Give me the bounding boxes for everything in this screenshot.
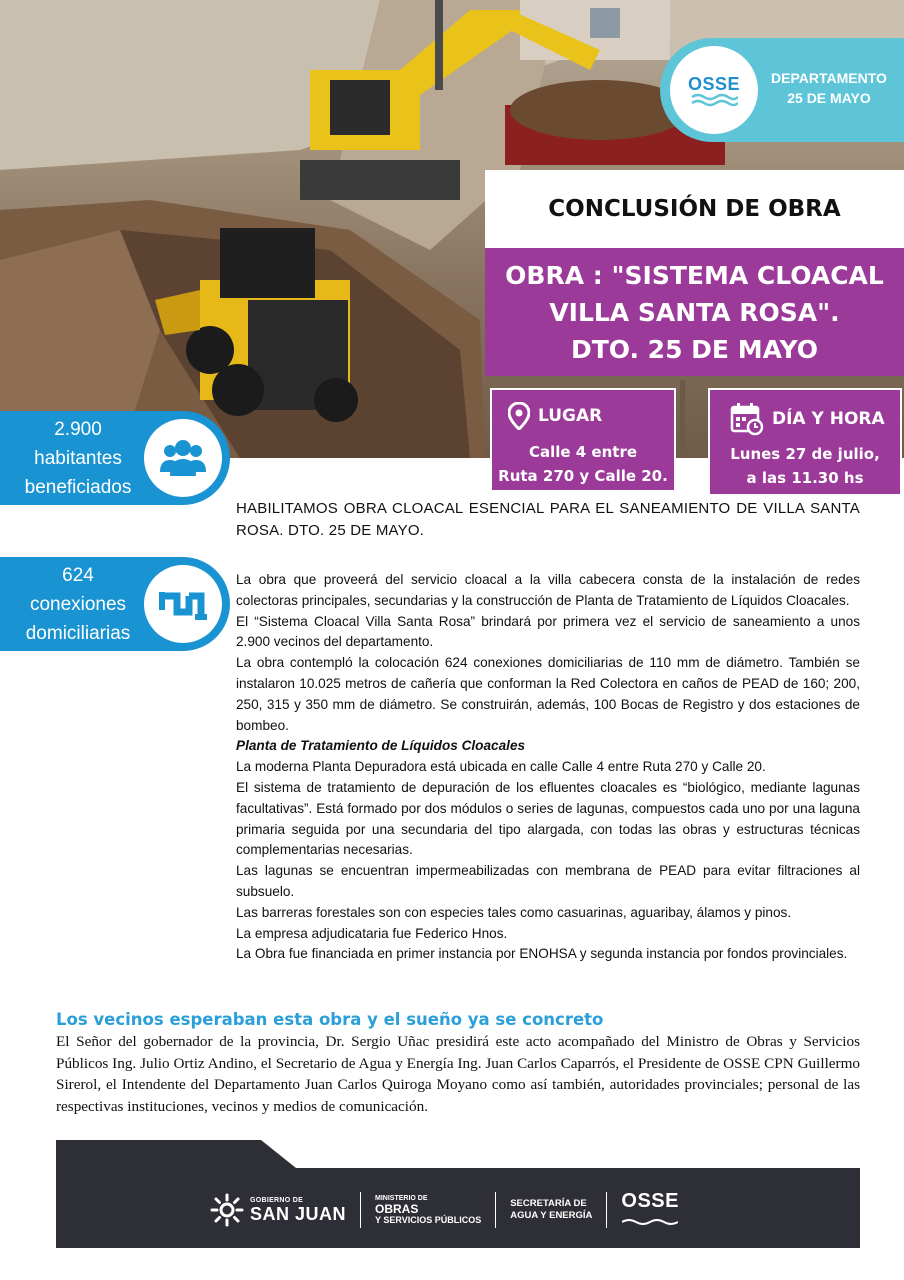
osse-footer-logo bbox=[607, 1190, 693, 1231]
stat-conexiones-line-2: conexiones bbox=[29, 594, 127, 615]
stat-conexiones-line-3: domiciliarias bbox=[25, 623, 131, 644]
department-label bbox=[762, 68, 896, 108]
lugar-box bbox=[490, 388, 676, 492]
department-line-2: 25 DE MAYO bbox=[787, 90, 871, 106]
stat-conexiones bbox=[0, 557, 230, 651]
headline: HABILITAMOS OBRA CLOACAL ESENCIAL PARA EL SANEAMIENTO DE VILLA SANTA ROSA. DTO. 25 DE MAYO. bbox=[236, 500, 860, 539]
stat-habitantes bbox=[0, 411, 230, 505]
obra-title-line-3: DTO. 25 DE MAYO bbox=[570, 334, 819, 364]
dia-hora-line-1: Lunes 27 de julio, bbox=[730, 445, 880, 463]
stat-habitantes-line-3: beneficiados bbox=[24, 477, 132, 498]
obra-title-box bbox=[485, 248, 904, 376]
paragraph: La obra que proveerá del servicio cloacal a la villa cabecera consta de la instalación de redes colectoras principales, secundarias y la construcción de Planta de Tratamiento de Líquidos Cloacales. bbox=[236, 572, 860, 608]
stat-habitantes-value: 2.900 bbox=[54, 419, 102, 440]
body-text bbox=[236, 570, 860, 965]
osse-footer-text: OSSE bbox=[621, 1189, 679, 1212]
ministerio-small-text: MINISTERIO DE bbox=[375, 1195, 428, 1202]
water-wave-icon bbox=[622, 1218, 678, 1226]
paragraph: El “Sistema Cloacal Villa Santa Rosa” brindará por primera vez el servicio de saneamiento a unos 2.900 vecinos del departamento. bbox=[236, 613, 860, 650]
footer-logos-bar bbox=[56, 1140, 860, 1248]
stat-habitantes-line-2: habitantes bbox=[34, 448, 122, 469]
dia-hora-value bbox=[710, 442, 900, 490]
pipe-icon bbox=[144, 565, 222, 643]
secretaria-line-2: AGUA Y ENERGÍA bbox=[510, 1210, 593, 1221]
paragraph: La obra contempló la colocación 624 conexiones domiciliarias de 110 mm de diámetro. También se instalaron 10.025 metros de cañería que conforman la Red Colectora en caños de PEAD de 160; 200, 250, 315 y 350 mm de diámetro. Se construirán, además, 100 Bocas de Registro y dos estaciones de bombeo. bbox=[236, 655, 860, 733]
gobierno-big-text: SAN JUAN bbox=[250, 1204, 347, 1224]
footer-logos bbox=[196, 1190, 693, 1230]
ministerio-mid-text: OBRAS bbox=[375, 1202, 419, 1216]
paragraph: La moderna Planta Depuradora está ubicada en calle Calle 4 entre Ruta 270 y Calle 20. bbox=[236, 759, 766, 775]
obra-title-line-2: VILLA SANTA ROSA". bbox=[549, 297, 840, 327]
department-line-1: DEPARTAMENTO bbox=[771, 70, 887, 86]
stat-conexiones-text bbox=[6, 561, 150, 648]
paragraph: Las lagunas se encuentran impermeabilizadas con membrana de PEAD para evitar filtraciones al subsuelo. bbox=[236, 863, 860, 899]
conclusion-title-box bbox=[485, 170, 904, 248]
secretaria-logo bbox=[496, 1198, 606, 1222]
dia-hora-box bbox=[708, 388, 902, 496]
dia-hora-heading bbox=[730, 402, 885, 436]
osse-logo bbox=[670, 46, 758, 134]
lugar-heading bbox=[508, 402, 602, 430]
obra-title-line-1: OBRA : "SISTEMA CLOACAL bbox=[505, 260, 884, 290]
paragraph: Las barreras forestales son con especies tales como casuarinas, aguaribay, álamos y pinos. bbox=[236, 904, 792, 920]
water-wave-icon bbox=[690, 93, 738, 107]
stat-conexiones-value: 624 bbox=[62, 565, 94, 586]
gobierno-small-text: GOBIERNO DE bbox=[250, 1197, 304, 1204]
location-pin-icon bbox=[508, 402, 530, 430]
section-subheading: Planta de Tratamiento de Líquidos Cloacales bbox=[236, 738, 526, 754]
osse-department-badge bbox=[660, 38, 904, 142]
sun-emblem-icon bbox=[210, 1193, 244, 1227]
paragraph: El sistema de tratamiento de depuración de los efluentes cloacales es “biológico, mediante lagunas facultativas”. Está formado por dos módulos o series de lagunas, compuestos cada uno por una laguna primaria seguida por una secundaria del tipo alargada, con todas las obras y estructuras técnicas complementarias necesarias. bbox=[236, 779, 860, 858]
calendar-icon bbox=[730, 402, 764, 436]
dia-hora-line-2: a las 11.30 hs bbox=[746, 469, 864, 487]
closing-paragraph: El Señor del gobernador de la provincia, Dr. Sergio Uñac presidirá este acto acompañado del Ministro de Obras y Servicios Públicos Ing. Julio Ortiz Andino, el Secretario de Agua y Energía Ing. Juan Carlos Caparrós, el Presidente de OSSE CPN Guillermo Sirerol, el Intendente del Departamento Juan Carlos Quiroga Moyano como así también, autoridades provinciales; personal de las respectivas instituciones, vecinos y medios de comunicación. bbox=[56, 1033, 860, 1115]
secretaria-line-1: SECRETARÍA DE bbox=[510, 1198, 587, 1209]
osse-logo-text: OSSE bbox=[687, 73, 741, 94]
dia-hora-heading-text: DÍA Y HORA bbox=[772, 409, 885, 429]
lugar-heading-text: LUGAR bbox=[538, 406, 603, 426]
lugar-address bbox=[492, 440, 674, 488]
gobierno-san-juan-logo bbox=[196, 1193, 360, 1227]
lugar-line-2: Ruta 270 y Calle 20. bbox=[498, 467, 668, 485]
paragraph: La empresa adjudicataria fue Federico Hnos. bbox=[236, 925, 508, 941]
lugar-line-1: Calle 4 entre bbox=[528, 443, 638, 461]
ministerio-logo bbox=[361, 1195, 495, 1225]
paragraph: La Obra fue financiada en primer instancia por ENOHSA y segunda instancia por fondos provinciales. bbox=[236, 946, 848, 962]
tagline: Los vecinos esperaban esta obra y el sueño ya se concreto bbox=[56, 1010, 604, 1029]
people-icon bbox=[144, 419, 222, 497]
stat-habitantes-text bbox=[6, 415, 150, 502]
conclusion-title: CONCLUSIÓN DE OBRA bbox=[548, 196, 841, 222]
ministerio-line-text: Y SERVICIOS PÚBLICOS bbox=[375, 1215, 482, 1225]
obra-title bbox=[505, 257, 884, 368]
